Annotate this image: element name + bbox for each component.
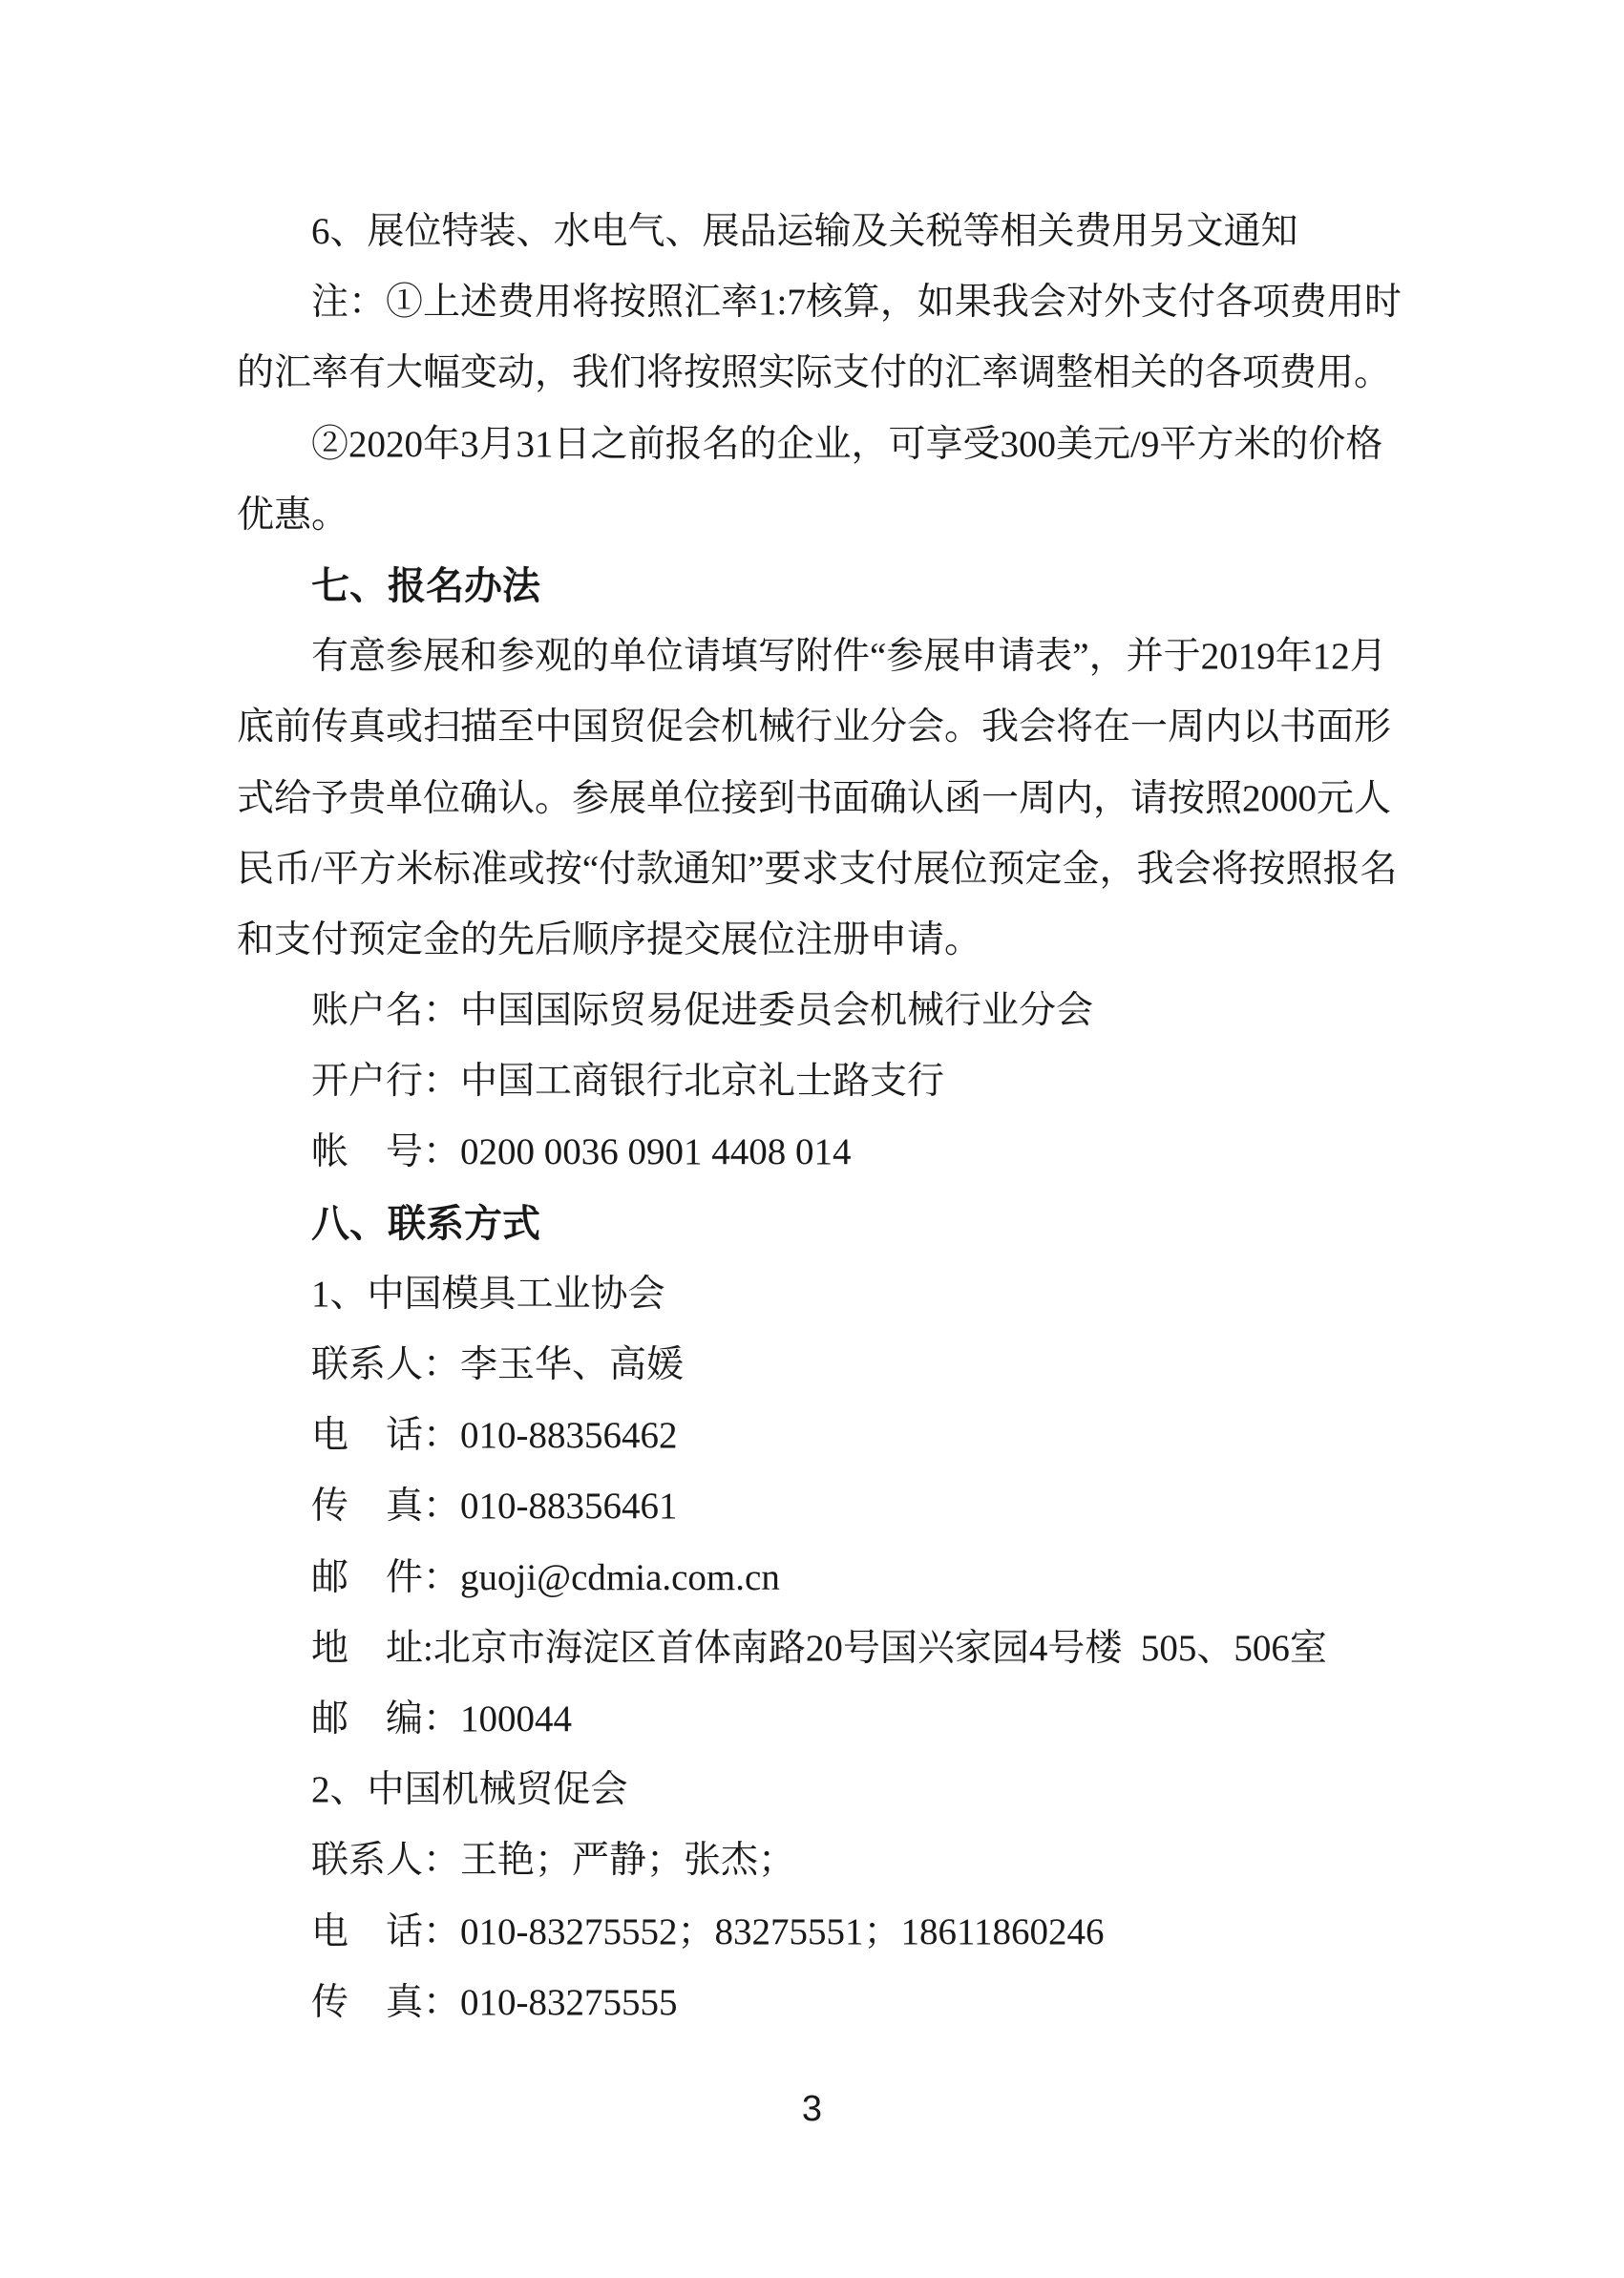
- text-line: 邮 件：guoji@cdmia.com.cn: [311, 1556, 780, 1598]
- text-line: 底前传真或扫描至中国贸促会机械行业分会。我会将在一周内以书面形: [237, 707, 1392, 749]
- text-line: 的汇率有大幅变动，我们将按照实际支付的汇率调整相关的各项费用。: [237, 352, 1392, 394]
- text-line: 邮 编：100044: [311, 1698, 573, 1740]
- text-line: 和支付预定金的先后顺序提交展位注册申请。: [237, 918, 982, 960]
- text-line: 式给予贵单位确认。参展单位接到书面确认函一周内，请按照2000元人: [237, 777, 1392, 819]
- text-line: 帐 号：0200 0036 0901 4408 014: [311, 1131, 852, 1173]
- text-line: 1、中国模具工业协会: [311, 1273, 665, 1315]
- text-line: 民币/平方米标准或按“付款通知”要求支付展位预定金，我会将按照报名: [237, 848, 1398, 890]
- text-line: 联系人：李玉华、高媛: [311, 1344, 685, 1385]
- section-heading: 八、联系方式: [311, 1202, 540, 1245]
- text-line: 电 话：010-88356462: [311, 1415, 678, 1457]
- text-line: ②2020年3月31日之前报名的企业，可享受300美元/9平方米的价格: [311, 423, 1383, 465]
- text-line: 账户名：中国国际贸易促进委员会机械行业分会: [311, 990, 1094, 1032]
- text-line: 地 址:北京市海淀区首体南路20号国兴家园4号楼 505、506室: [311, 1627, 1327, 1669]
- document-body: [237, 197, 1402, 2038]
- text-line: 优惠。: [237, 494, 349, 536]
- text-line: 传 真：010-88356461: [311, 1486, 678, 1528]
- text-line: 联系人：王艳；严静；张杰；: [311, 1840, 796, 1882]
- section-heading: 七、报名办法: [311, 564, 540, 607]
- text-line: 2、中国机械贸促会: [311, 1769, 628, 1811]
- text-line: 注：①上述费用将按照汇率1:7核算，如果我会对外支付各项费用时: [311, 282, 1402, 324]
- text-line: 有意参展和参观的单位请填写附件“参展申请表”，并于2019年12月: [311, 636, 1387, 678]
- page-number: 3: [801, 2089, 823, 2129]
- text-line: 电 话：010-83275552；83275551；18611860246: [311, 1910, 1105, 1952]
- text-line: 开户行：中国工商银行北京礼士路支行: [311, 1061, 945, 1103]
- text-line: 传 真：010-83275555: [311, 1981, 678, 2023]
- text-line: 6、展位特装、水电气、展品运输及关税等相关费用另文通知: [311, 211, 1298, 252]
